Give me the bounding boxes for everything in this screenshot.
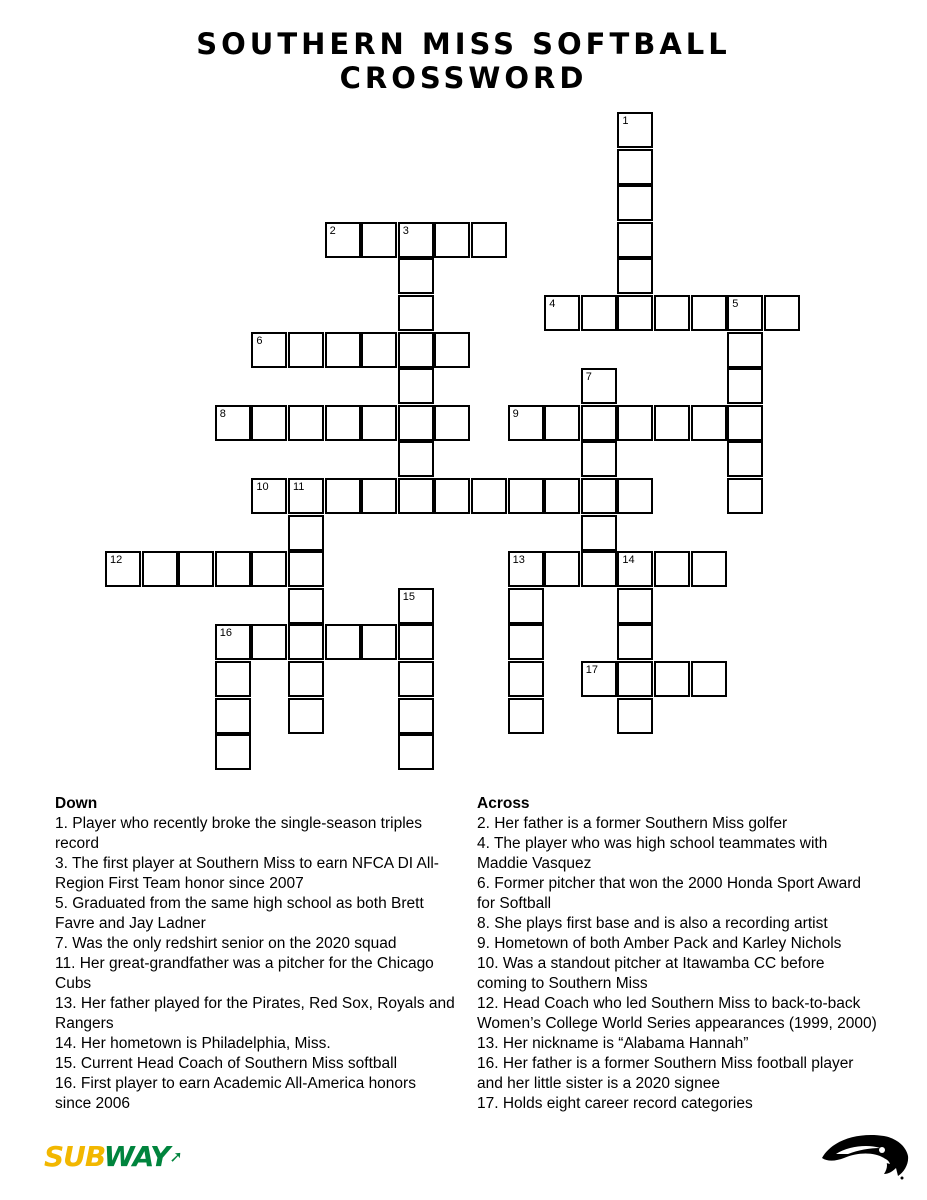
across-clue: 16. Her father is a former Southern Miss football player and her little sister is a 2020 signee: [477, 1055, 854, 1092]
crossword-cell[interactable]: [508, 405, 544, 441]
subway-logo: [44, 1140, 182, 1174]
crossword-cell[interactable]: [581, 441, 617, 477]
clue-number: 7: [585, 371, 592, 384]
crossword-cell[interactable]: [398, 661, 434, 697]
crossword-cell[interactable]: [617, 185, 653, 221]
clue-number: 9: [512, 407, 519, 420]
crossword-cell[interactable]: [361, 332, 397, 368]
crossword-cell[interactable]: [398, 624, 434, 660]
crossword-cell[interactable]: [398, 332, 434, 368]
crossword-cell[interactable]: [508, 551, 544, 587]
clue-number: 14: [622, 554, 635, 567]
down-clue: 13. Her father played for the Pirates, Red Sox, Royals and Rangers: [55, 995, 455, 1032]
across-clue: 9. Hometown of both Amber Pack and Karley Nichols: [477, 935, 842, 952]
clue-number: 6: [256, 334, 263, 347]
across-clue: 17. Holds eight career record categories: [477, 1095, 753, 1112]
crossword-cell[interactable]: [508, 478, 544, 514]
across-clue: 4. The player who was high school teammates with Maddie Vasquez: [477, 835, 828, 872]
down-clue-list: [55, 814, 455, 1114]
crossword-cell[interactable]: [398, 368, 434, 404]
crossword-cell[interactable]: [398, 441, 434, 477]
crossword-cell[interactable]: [544, 551, 580, 587]
crossword-cell[interactable]: [654, 295, 690, 331]
crossword-cell[interactable]: [654, 405, 690, 441]
crossword-cell[interactable]: [178, 551, 214, 587]
crossword-cell[interactable]: [471, 478, 507, 514]
across-clue: 6. Former pitcher that won the 2000 Honda Sport Award for Softball: [477, 875, 861, 912]
crossword-cell[interactable]: [325, 222, 361, 258]
crossword-cell[interactable]: [691, 295, 727, 331]
crossword-cell[interactable]: [471, 222, 507, 258]
crossword-cell[interactable]: [617, 551, 653, 587]
crossword-cell[interactable]: [617, 405, 653, 441]
crossword-cell[interactable]: [617, 624, 653, 660]
crossword-cell[interactable]: [398, 588, 434, 624]
down-clues: [55, 794, 455, 1114]
crossword-cell[interactable]: [617, 478, 653, 514]
crossword-cell[interactable]: [288, 588, 324, 624]
puzzle-title-line-1: SOUTHERN MISS SOFTBALL: [196, 27, 731, 61]
crossword-cell[interactable]: [508, 624, 544, 660]
crossword-cell[interactable]: [727, 478, 763, 514]
crossword-cell[interactable]: [288, 661, 324, 697]
clue-number: 17: [585, 664, 599, 676]
down-heading: Down: [55, 795, 98, 812]
puzzle-title-line-2: CROSSWORD: [339, 61, 588, 95]
crossword-cell[interactable]: [617, 295, 653, 331]
down-clue: 15. Current Head Coach of Southern Miss softball: [55, 1055, 398, 1072]
across-clues: [477, 794, 877, 1114]
down-clue: 11. Her great-grandfather was a pitcher for the Chicago Cubs: [55, 955, 434, 992]
crossword-cell[interactable]: [544, 478, 580, 514]
crossword-cell[interactable]: [251, 551, 287, 587]
crossword-cell[interactable]: [617, 258, 653, 294]
clue-number: 4: [549, 298, 556, 310]
crossword-cell[interactable]: [215, 624, 251, 660]
crossword-cell[interactable]: [325, 478, 361, 514]
crossword-cell[interactable]: [398, 734, 434, 770]
crossword-cell[interactable]: [251, 624, 287, 660]
down-clue: 16. First player to earn Academic All-America honors since 2006: [55, 1075, 416, 1112]
crossword-cell[interactable]: [434, 332, 470, 368]
crossword-cell[interactable]: [215, 551, 251, 587]
crossword-cell[interactable]: [105, 551, 141, 587]
clue-number: 13: [512, 554, 525, 567]
crossword-cell[interactable]: [215, 661, 251, 697]
crossword-cell[interactable]: [215, 734, 251, 770]
clue-number: 10: [256, 481, 269, 493]
crossword-cell[interactable]: [361, 222, 397, 258]
crossword-cell[interactable]: [691, 551, 727, 587]
crossword-cell[interactable]: [288, 515, 324, 551]
crossword-cell[interactable]: [581, 295, 617, 331]
crossword-cell[interactable]: [215, 698, 251, 734]
crossword-cell[interactable]: [325, 624, 361, 660]
crossword-cell[interactable]: [398, 222, 434, 258]
crossword-cell[interactable]: [508, 661, 544, 697]
across-clue-list: [477, 814, 877, 1114]
across-clue: 13. Her nickname is “Alabama Hannah”: [477, 1035, 749, 1052]
crossword-cell[interactable]: [617, 661, 653, 697]
crossword-cell[interactable]: [581, 515, 617, 551]
crossword-cell[interactable]: [288, 698, 324, 734]
crossword-cell[interactable]: [581, 551, 617, 587]
crossword-cell[interactable]: [727, 405, 763, 441]
crossword-cell[interactable]: [727, 441, 763, 477]
crossword-cell[interactable]: [544, 405, 580, 441]
crossword-cell[interactable]: [508, 588, 544, 624]
crossword-cell[interactable]: [434, 478, 470, 514]
crossword-cell[interactable]: [361, 478, 397, 514]
crossword-cell[interactable]: [361, 405, 397, 441]
crossword-cell[interactable]: [251, 405, 287, 441]
crossword-cell[interactable]: [325, 405, 361, 441]
crossword-cell[interactable]: [434, 222, 470, 258]
clue-number: 8: [219, 407, 226, 420]
down-clue: 7. Was the only redshirt senior on the 2020 squad: [55, 935, 397, 952]
down-clue: 5. Graduated from the same high school as both Brett Favre and Jay Ladner: [55, 895, 424, 932]
clue-number: 16: [219, 627, 233, 640]
clue-number: 3: [402, 224, 409, 237]
crossword-cell[interactable]: [398, 258, 434, 294]
crossword-cell[interactable]: [764, 295, 800, 331]
crossword-cell[interactable]: [325, 332, 361, 368]
crossword-cell[interactable]: [654, 661, 690, 697]
crossword-cell[interactable]: [142, 551, 178, 587]
crossword-cell[interactable]: [288, 405, 324, 441]
crossword-cell[interactable]: [581, 368, 617, 404]
subway-logo-sub: SUB: [44, 1140, 104, 1173]
crossword-cell[interactable]: [251, 332, 287, 368]
crossword-cell[interactable]: [727, 332, 763, 368]
crossword-cell[interactable]: [288, 624, 324, 660]
across-clue: 2. Her father is a former Southern Miss golfer: [477, 815, 788, 832]
crossword-cell[interactable]: [508, 698, 544, 734]
crossword-cell[interactable]: [581, 405, 617, 441]
crossword-cell[interactable]: [288, 478, 324, 514]
subway-arrow-icon: ➚: [169, 1147, 182, 1166]
crossword-cell[interactable]: [215, 405, 251, 441]
crossword-cell[interactable]: [691, 661, 727, 697]
clue-number: 5: [732, 298, 739, 310]
crossword-cell[interactable]: [581, 661, 617, 697]
down-clue: 14. Her hometown is Philadelphia, Miss.: [55, 1035, 331, 1052]
clue-number: 15: [402, 590, 416, 603]
clue-number: 11: [293, 481, 305, 493]
crossword-cell[interactable]: [398, 478, 434, 514]
crossword-cell[interactable]: [581, 478, 617, 514]
across-heading: Across: [477, 795, 530, 812]
crossword-cell[interactable]: [617, 588, 653, 624]
crossword-cell[interactable]: [288, 332, 324, 368]
down-clue: 3. The first player at Southern Miss to earn NFCA DI All-Region First Team honor since 2007: [55, 855, 439, 892]
eagle-head-icon: [818, 1128, 910, 1182]
clue-number: 2: [329, 224, 336, 237]
crossword-cell[interactable]: [544, 295, 580, 331]
crossword-cell[interactable]: [617, 112, 653, 148]
crossword-cell[interactable]: [654, 551, 690, 587]
crossword-cell[interactable]: [727, 295, 763, 331]
crossword-cell[interactable]: [434, 405, 470, 441]
crossword-cell[interactable]: [617, 149, 653, 185]
crossword-cell[interactable]: [361, 624, 397, 660]
crossword-cell[interactable]: [398, 698, 434, 734]
crossword-cell[interactable]: [251, 478, 287, 514]
crossword-cell[interactable]: [398, 295, 434, 331]
clue-number: 1: [622, 115, 629, 127]
crossword-cell[interactable]: [288, 551, 324, 587]
crossword-cell[interactable]: [691, 405, 727, 441]
crossword-cell[interactable]: [617, 222, 653, 258]
down-clue: 1. Player who recently broke the single-season triples record: [55, 815, 423, 852]
across-clue: 10. Was a standout pitcher at Itawamba CC before coming to Southern Miss: [477, 955, 825, 992]
crossword-cell[interactable]: [398, 405, 434, 441]
across-clue: 8. She plays first base and is also a recording artist: [477, 915, 828, 932]
across-clue: 12. Head Coach who led Southern Miss to back-to-back Women’s College World Series appearances (1999, 2000): [477, 995, 877, 1032]
crossword-cell[interactable]: [727, 368, 763, 404]
crossword-cell[interactable]: [617, 698, 653, 734]
clue-number: 12: [110, 554, 123, 567]
subway-logo-way: WAY: [103, 1140, 170, 1173]
